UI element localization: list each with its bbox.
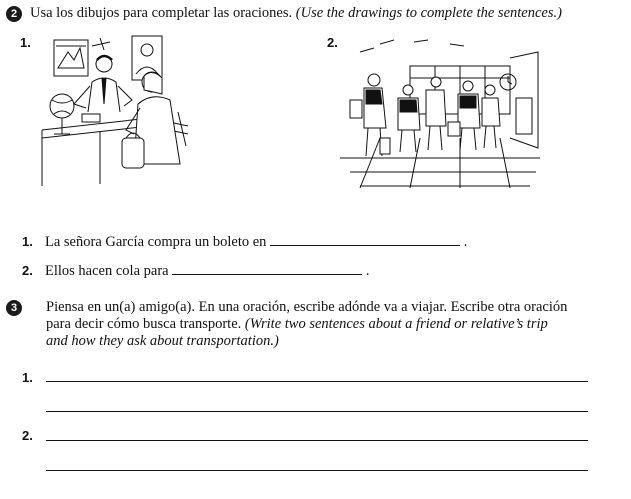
exercise-2-badge: 2 [6, 6, 22, 22]
answer-1-number: 1. [22, 370, 33, 385]
instruction-en: (Use the drawings to complete the sentences.) [295, 5, 562, 21]
instruction-line-3: and how they ask about transportation.) [46, 333, 279, 349]
instruction-line-1: Piensa en un(a) amigo(a). En una oración, escribe adónde va a viajar. Escribe otra oración [46, 299, 568, 315]
sentence-2-period: . [365, 263, 370, 279]
answer-1-line-1[interactable] [46, 381, 588, 382]
instruction-line-2 [46, 316, 626, 333]
sentence-2-number: 2. [22, 263, 33, 278]
answer-2-line-2[interactable] [46, 470, 588, 471]
exercise-3-instruction [46, 299, 626, 350]
queue-drawing [340, 38, 540, 190]
sentence-2-text: Ellos hacen cola para [45, 263, 169, 279]
instruction-line-2-en: (Write two sentences about a friend or relative’s trip [244, 316, 548, 332]
drawing-1-label: 1. [20, 35, 31, 50]
sentence-1-number: 1. [22, 234, 33, 249]
sentence-1 [45, 233, 467, 251]
answer-2-line-1[interactable] [46, 440, 588, 441]
answer-1-line-2[interactable] [46, 411, 588, 412]
instruction-es: Usa los dibujos para completar las oraciones. [30, 5, 293, 21]
answer-2-number: 2. [22, 428, 33, 443]
instruction-line-2-es: para decir cómo busca transporte. [46, 316, 245, 332]
drawing-2-label: 2. [327, 35, 338, 50]
sentence-2 [45, 262, 369, 280]
sentence-1-text: La señora García compra un boleto en [45, 234, 267, 250]
sentence-2-blank[interactable] [172, 262, 362, 275]
sentence-1-blank[interactable] [270, 233, 460, 246]
exercise-2-instruction [30, 5, 562, 22]
travel-agent-drawing [40, 34, 190, 186]
exercise-3-badge: 3 [6, 300, 22, 316]
sentence-1-period: . [463, 234, 468, 250]
